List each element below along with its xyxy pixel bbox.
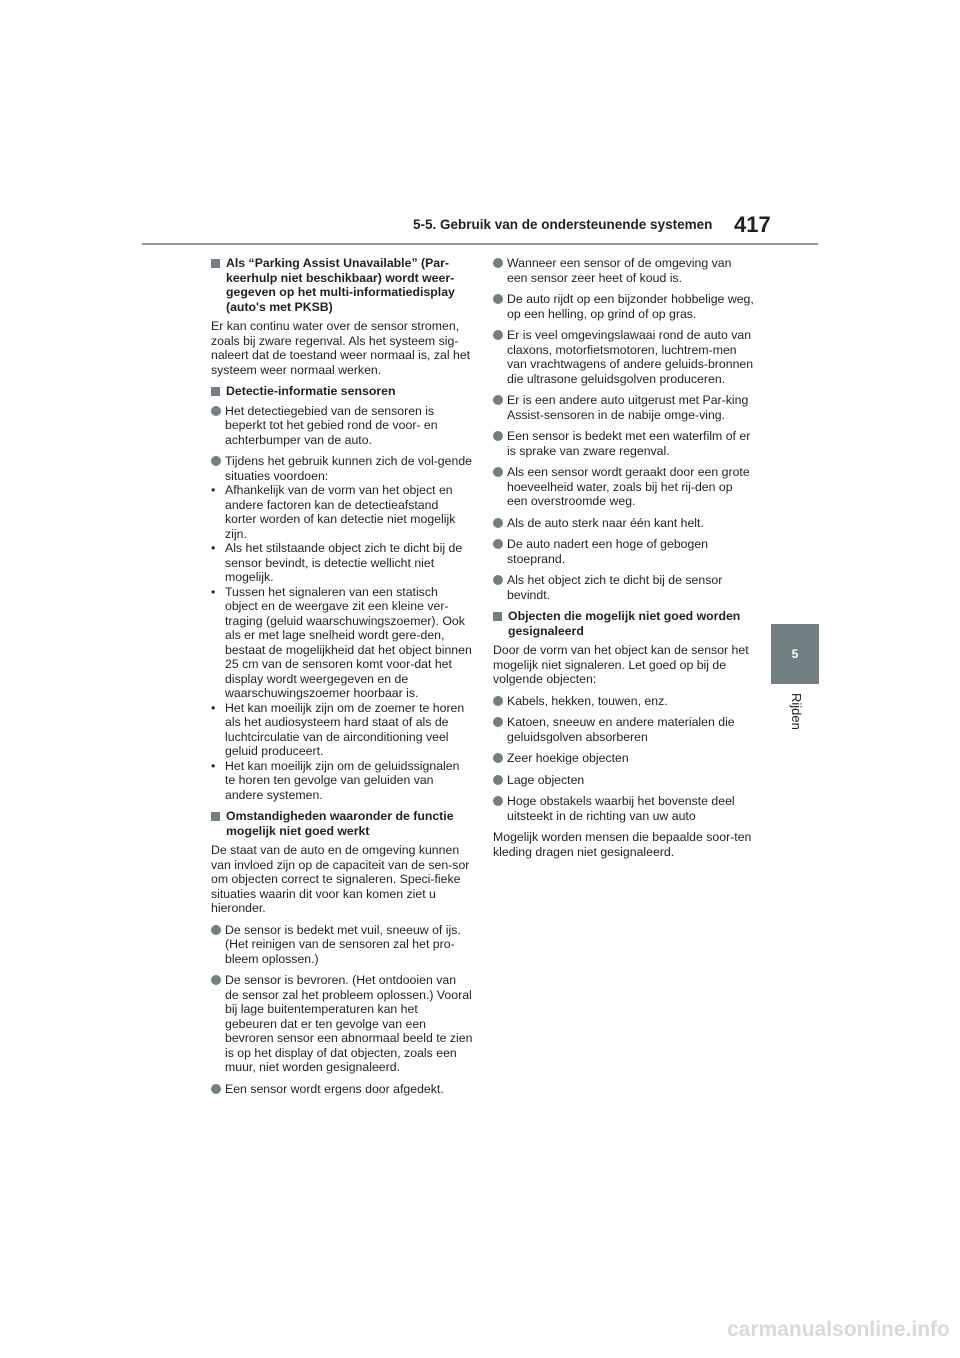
sub-list-item bbox=[211, 585, 473, 701]
round-bullet-icon bbox=[211, 456, 221, 466]
round-bullet-icon bbox=[211, 925, 221, 935]
list-item-text: De auto nadert een hoge of gebogen stoeprand. bbox=[507, 537, 709, 566]
list-item bbox=[211, 404, 473, 448]
section-heading bbox=[211, 256, 473, 314]
sub-bullet-marker: • bbox=[211, 541, 216, 555]
heading-text: Objecten die mogelijk niet goed worden gesignaleerd bbox=[508, 609, 741, 638]
sub-list-item bbox=[211, 759, 473, 803]
list-item-text: Wanneer een sensor of de omgeving van een sensor zeer heet of koud is. bbox=[507, 256, 732, 285]
sub-bullet-marker: • bbox=[211, 700, 216, 715]
section-title: 5-5. Gebruik van de ondersteunende systemen bbox=[413, 217, 713, 232]
round-bullet-icon bbox=[493, 753, 503, 763]
header-divider bbox=[142, 243, 818, 245]
chapter-label: Rijden bbox=[789, 693, 804, 730]
round-bullet-icon bbox=[493, 575, 503, 585]
heading-text: Detectie-informatie sensoren bbox=[226, 384, 396, 398]
section-heading bbox=[211, 809, 473, 838]
list-item-text: Kabels, hekken, touwen, enz. bbox=[507, 693, 668, 708]
paragraph: De staat van de auto en de omgeving kunnen van invloed zijn op de capaciteit van de sen-sor om objecten correct te signaleren. Speci-fieke situaties waarin dit voor kan komen ziet u hieronder. bbox=[211, 843, 470, 915]
heading-text: Als “Parking Assist Unavailable” (Par-keerhulp niet beschikbaar) wordt weer-gegeven op het multi-informatiedisplay (auto's met PKSB) bbox=[226, 256, 455, 314]
list-item-text: Hoge obstakels waarbij het bovenste deel uitsteekt in de richting van uw auto bbox=[507, 794, 735, 823]
sub-list-item-text: Als het stilstaande object zich te dicht bij de sensor bevindt, is detectie wellicht niet mogelijk. bbox=[225, 541, 463, 584]
list-item bbox=[493, 773, 755, 788]
list-item bbox=[493, 256, 755, 285]
right-column bbox=[493, 256, 755, 866]
round-bullet-icon bbox=[493, 717, 503, 727]
sub-list-item bbox=[211, 483, 473, 541]
list-item bbox=[211, 454, 473, 802]
round-bullet-icon bbox=[493, 467, 503, 477]
round-bullet-icon bbox=[211, 975, 221, 985]
list-item-text: Lage objecten bbox=[507, 772, 585, 787]
sub-list-item bbox=[211, 701, 473, 759]
list-item-text: Er is een andere auto uitgerust met Par-king Assist-sensoren in de nabije omge-ving. bbox=[507, 393, 749, 422]
list-item-text: Als een sensor wordt geraakt door een grote hoeveelheid water, zoals bij het rij-den op een overstroomde weg. bbox=[507, 465, 750, 508]
list-item bbox=[493, 794, 755, 823]
section-heading bbox=[493, 609, 755, 638]
round-bullet-icon bbox=[493, 796, 503, 806]
square-bullet-icon bbox=[211, 812, 220, 821]
paragraph: Door de vorm van het object kan de sensor het mogelijk niet signaleren. Let goed op bij de volgende objecten: bbox=[493, 643, 749, 686]
left-column bbox=[211, 256, 473, 1103]
round-bullet-icon bbox=[493, 696, 503, 706]
list-item-text: De sensor is bevroren. (Het ontdooien van de sensor zal het probleem oplossen.) Vooral bij lage buitentemperaturen kan het gebeuren dat er ten gevolge van een bevroren sensor een abnormaal beeld te zien is op het display of dat objecten, zoals een muur, niet worden gesignaleerd. bbox=[225, 973, 473, 1074]
list-item bbox=[493, 465, 755, 509]
list-item bbox=[493, 573, 755, 602]
list-item-text: Er is veel omgevingslawaai rond de auto van claxons, motorfietsmotoren, luchtrem-men van vrachtwagens of andere geluids-bronnen die ultrasone geluidsgolven produceren. bbox=[507, 328, 754, 386]
list-item bbox=[211, 973, 473, 1075]
heading-text: Omstandigheden waaronder de functie mogelijk niet goed werkt bbox=[226, 809, 454, 838]
sub-bullet-marker: • bbox=[211, 584, 216, 599]
list-item bbox=[211, 1082, 473, 1097]
list-item-text: Een sensor is bedekt met een waterfilm of er is sprake van zware regenval. bbox=[507, 429, 751, 458]
list-item-text: Het detectiegebied van de sensoren is beperkt tot het gebied rond de voor- en achterbumper van de auto. bbox=[225, 403, 438, 447]
round-bullet-icon bbox=[493, 431, 503, 441]
paragraph: Er kan continu water over de sensor stromen, zoals bij zware regenval. Als het systeem sig-naleert dat de toestand weer normaal is, zal het systeem weer normaal werken. bbox=[211, 319, 471, 377]
list-item-text: Katoen, sneeuw en andere materialen die geluidsgolven absorberen bbox=[507, 715, 735, 744]
chapter-tab bbox=[771, 624, 819, 684]
paragraph: Mogelijk worden mensen die bepaalde soor-ten kleding dragen niet gesignaleerd. bbox=[493, 830, 752, 859]
list-item bbox=[493, 715, 755, 744]
square-bullet-icon bbox=[211, 387, 220, 396]
list-item bbox=[493, 429, 755, 458]
round-bullet-icon bbox=[493, 258, 503, 268]
sub-bullet-marker: • bbox=[211, 483, 216, 497]
sub-list-item-text: Het kan moeilijk zijn om de geluidssignalen te horen ten gevolge van geluiden van andere systemen. bbox=[225, 758, 460, 802]
list-item-text: De auto rijdt op een bijzonder hobbelige weg, op een helling, op grind of op gras. bbox=[507, 292, 754, 321]
sub-list-item bbox=[211, 541, 473, 585]
list-item bbox=[493, 694, 755, 709]
section-heading bbox=[211, 384, 473, 399]
round-bullet-icon bbox=[493, 539, 503, 549]
list-item bbox=[493, 393, 755, 422]
round-bullet-icon bbox=[211, 1084, 221, 1094]
watermark: carmanualsonline.info bbox=[727, 1318, 950, 1341]
list-item bbox=[493, 328, 755, 386]
round-bullet-icon bbox=[493, 330, 503, 340]
page-number: 417 bbox=[734, 212, 771, 237]
list-item bbox=[493, 751, 755, 766]
round-bullet-icon bbox=[493, 775, 503, 785]
square-bullet-icon bbox=[211, 259, 220, 268]
list-item bbox=[493, 292, 755, 321]
list-item bbox=[493, 516, 755, 531]
list-item-text: Zeer hoekige objecten bbox=[507, 751, 629, 765]
round-bullet-icon bbox=[211, 406, 221, 416]
round-bullet-icon bbox=[493, 395, 503, 405]
sub-list-item-text: Het kan moeilijk zijn om de zoemer te horen als het audiosysteem hard staat of als de luchtcirculatie van de airconditioning veel geluid produceert. bbox=[225, 700, 465, 758]
round-bullet-icon bbox=[493, 294, 503, 304]
list-item-text: Een sensor wordt ergens door afgedekt. bbox=[225, 1081, 444, 1096]
square-bullet-icon bbox=[493, 612, 502, 621]
sub-list-item-text: Tussen het signaleren van een statisch object en de weergave zit een kleine ver-traging (geluid waarschuwingszoemer). Ook als er met lage snelheid wordt gere-den, bestaat de mogelijkheid dat het object binnen 25 cm van de sensoren komt voor-dat het display wordt weergegeven en de waarschuwingszoemer hoorbaar is. bbox=[225, 584, 472, 700]
list-item-text: Tijdens het gebruik kunnen zich de vol-gende situaties voordoen: bbox=[225, 454, 473, 483]
list-item bbox=[211, 923, 473, 967]
list-item-text: De sensor is bedekt met vuil, sneeuw of ijs. (Het reinigen van de sensoren zal het pro-bleem oplossen.) bbox=[225, 922, 461, 966]
sub-list-item-text: Afhankelijk van de vorm van het object en andere factoren kan de detectieafstand korter worden of kan detectie niet mogelijk zijn. bbox=[225, 483, 456, 541]
list-item-text: Als het object zich te dicht bij de sensor bevindt. bbox=[507, 573, 723, 602]
chapter-number: 5 bbox=[791, 647, 799, 661]
list-item-text: Als de auto sterk naar één kant helt. bbox=[507, 515, 704, 530]
round-bullet-icon bbox=[493, 518, 503, 528]
sub-bullet-marker: • bbox=[211, 758, 216, 773]
list-item bbox=[493, 537, 755, 566]
